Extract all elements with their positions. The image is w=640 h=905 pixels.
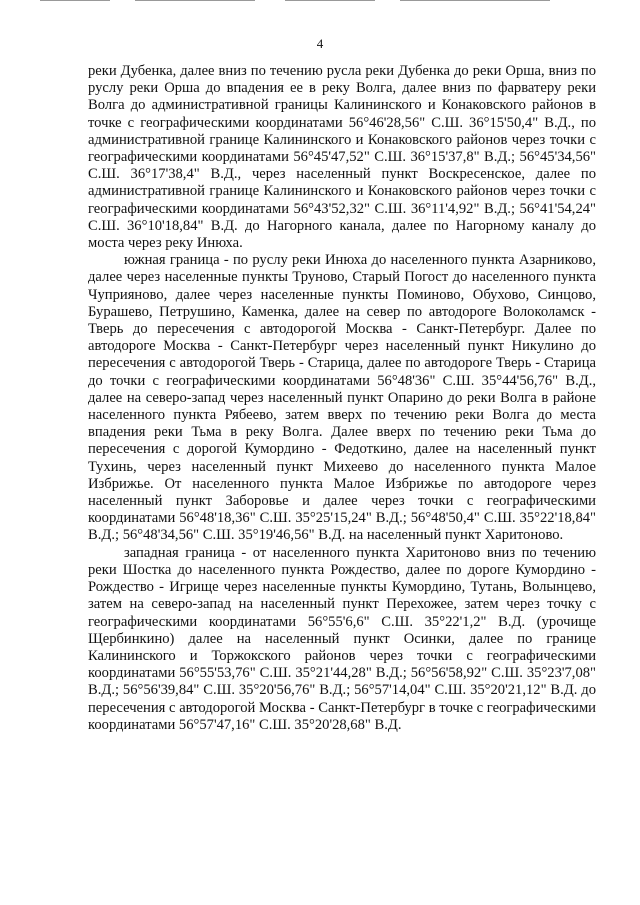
scan-top-marks bbox=[40, 0, 600, 3]
paragraph-west-border: западная граница - от населенного пункта Харитоново вниз по течению реки Шостка до населенного пункта Рождество, далее по дороге Кумордино - Рождество - Игрище через населенные пункты Кумордино, Тутань, Волынцево, затем на северо-запад на населенный пункт Перехожее, затем через точку с географическими координатами 56°55'6,6" С.Ш. 35°22'1,2" В.Д. (урочище Щербинкино) далее на населенный пункт Осинки, далее по границе Калининского и Торжокского районов через точки с географическими координатами 56°55'53,76" С.Ш. 35°21'44,28" В.Д.; 56°56'58,92" С.Ш. 35°23'7,08" В.Д.; 56°56'39,84" С.Ш. 35°20'56,76" В.Д.; 56°57'14,04" С.Ш. 35°20'21,12" В.Д. до пересечения с автодорогой Москва - Санкт-Петербург в точке с географическими координатами 56°57'47,16" С.Ш. 35°20'28,68" В.Д. bbox=[88, 544, 596, 733]
paragraph-south-border: южная граница - по руслу реки Инюха до населенного пункта Азарниково, далее через населенные пункты Труново, Старый Погост до населенного пункта Чуприяново, далее через населенные пункты Поминово, Обухово, Синцово, Бурашево, Петрушино, Каменка, далее на север по автодороге Волоколамск - Тверь до пересечения с автодорогой Москва - Санкт-Петербург. Далее по автодороге Москва - Санкт-Петербург через населенный пункт Никулино до пересечения с автодорогой Тверь - Старица, далее по автодороге Тверь - Старица до точки с географическими координатами 56°48'36" С.Ш. 35°44'56,76" В.Д., далее на северо-запад через населенный пункт Опарино до реки Волга в районе населенного пункта Рябеево, затем вверх по течению реки Волга до места впадения реки Тьма в реку Волга. Далее вверх по течению реки Тьма до пересечения с дорогой Кумордино - Федоткино, далее на населенный пункт Тухинь, через населенный пункт Михеево до населенного пункта Малое Избрижье. От населенного пункта Малое Избрижье по автодороге через населенный пункт Заборовье и далее через точки с географическими координатами 56°48'18,36" С.Ш. 35°25'15,24" В.Д.; 56°48'50,4" С.Ш. 35°22'18,84" В.Д.; 56°48'34,56" С.Ш. 35°19'46,56" В.Д. на населенный пункт Харитоново. bbox=[88, 252, 596, 544]
document-body bbox=[88, 63, 596, 734]
page-number: 4 bbox=[316, 36, 324, 51]
paragraph-continuation: реки Дубенка, далее вниз по течению русла реки Дубенка до реки Орша, вниз по руслу реки Орша до впадения ее в реку Волга, далее вниз по фарватеру реки Волга до административной границы Калининского и Конаковского районов в точке с географическими координатами 56°46'28,56" С.Ш. 36°15'50,4" В.Д., по административной границе Калининского и Конаковского районов через точки с географическими координатами 56°45'47,52" С.Ш. 36°15'37,8" В.Д.; 56°45'34,56" С.Ш. 36°17'38,4" В.Д., через населенный пункт Воскресенское, далее по административной границе Калининского и Конаковского районов через точки с географическими координатами 56°43'52,32" С.Ш. 36°11'4,92" В.Д.; 56°41'54,24" С.Ш. 36°10'18,84" В.Д. до Нагорного канала, далее по Нагорному каналу до моста через реку Инюха. bbox=[88, 63, 596, 252]
